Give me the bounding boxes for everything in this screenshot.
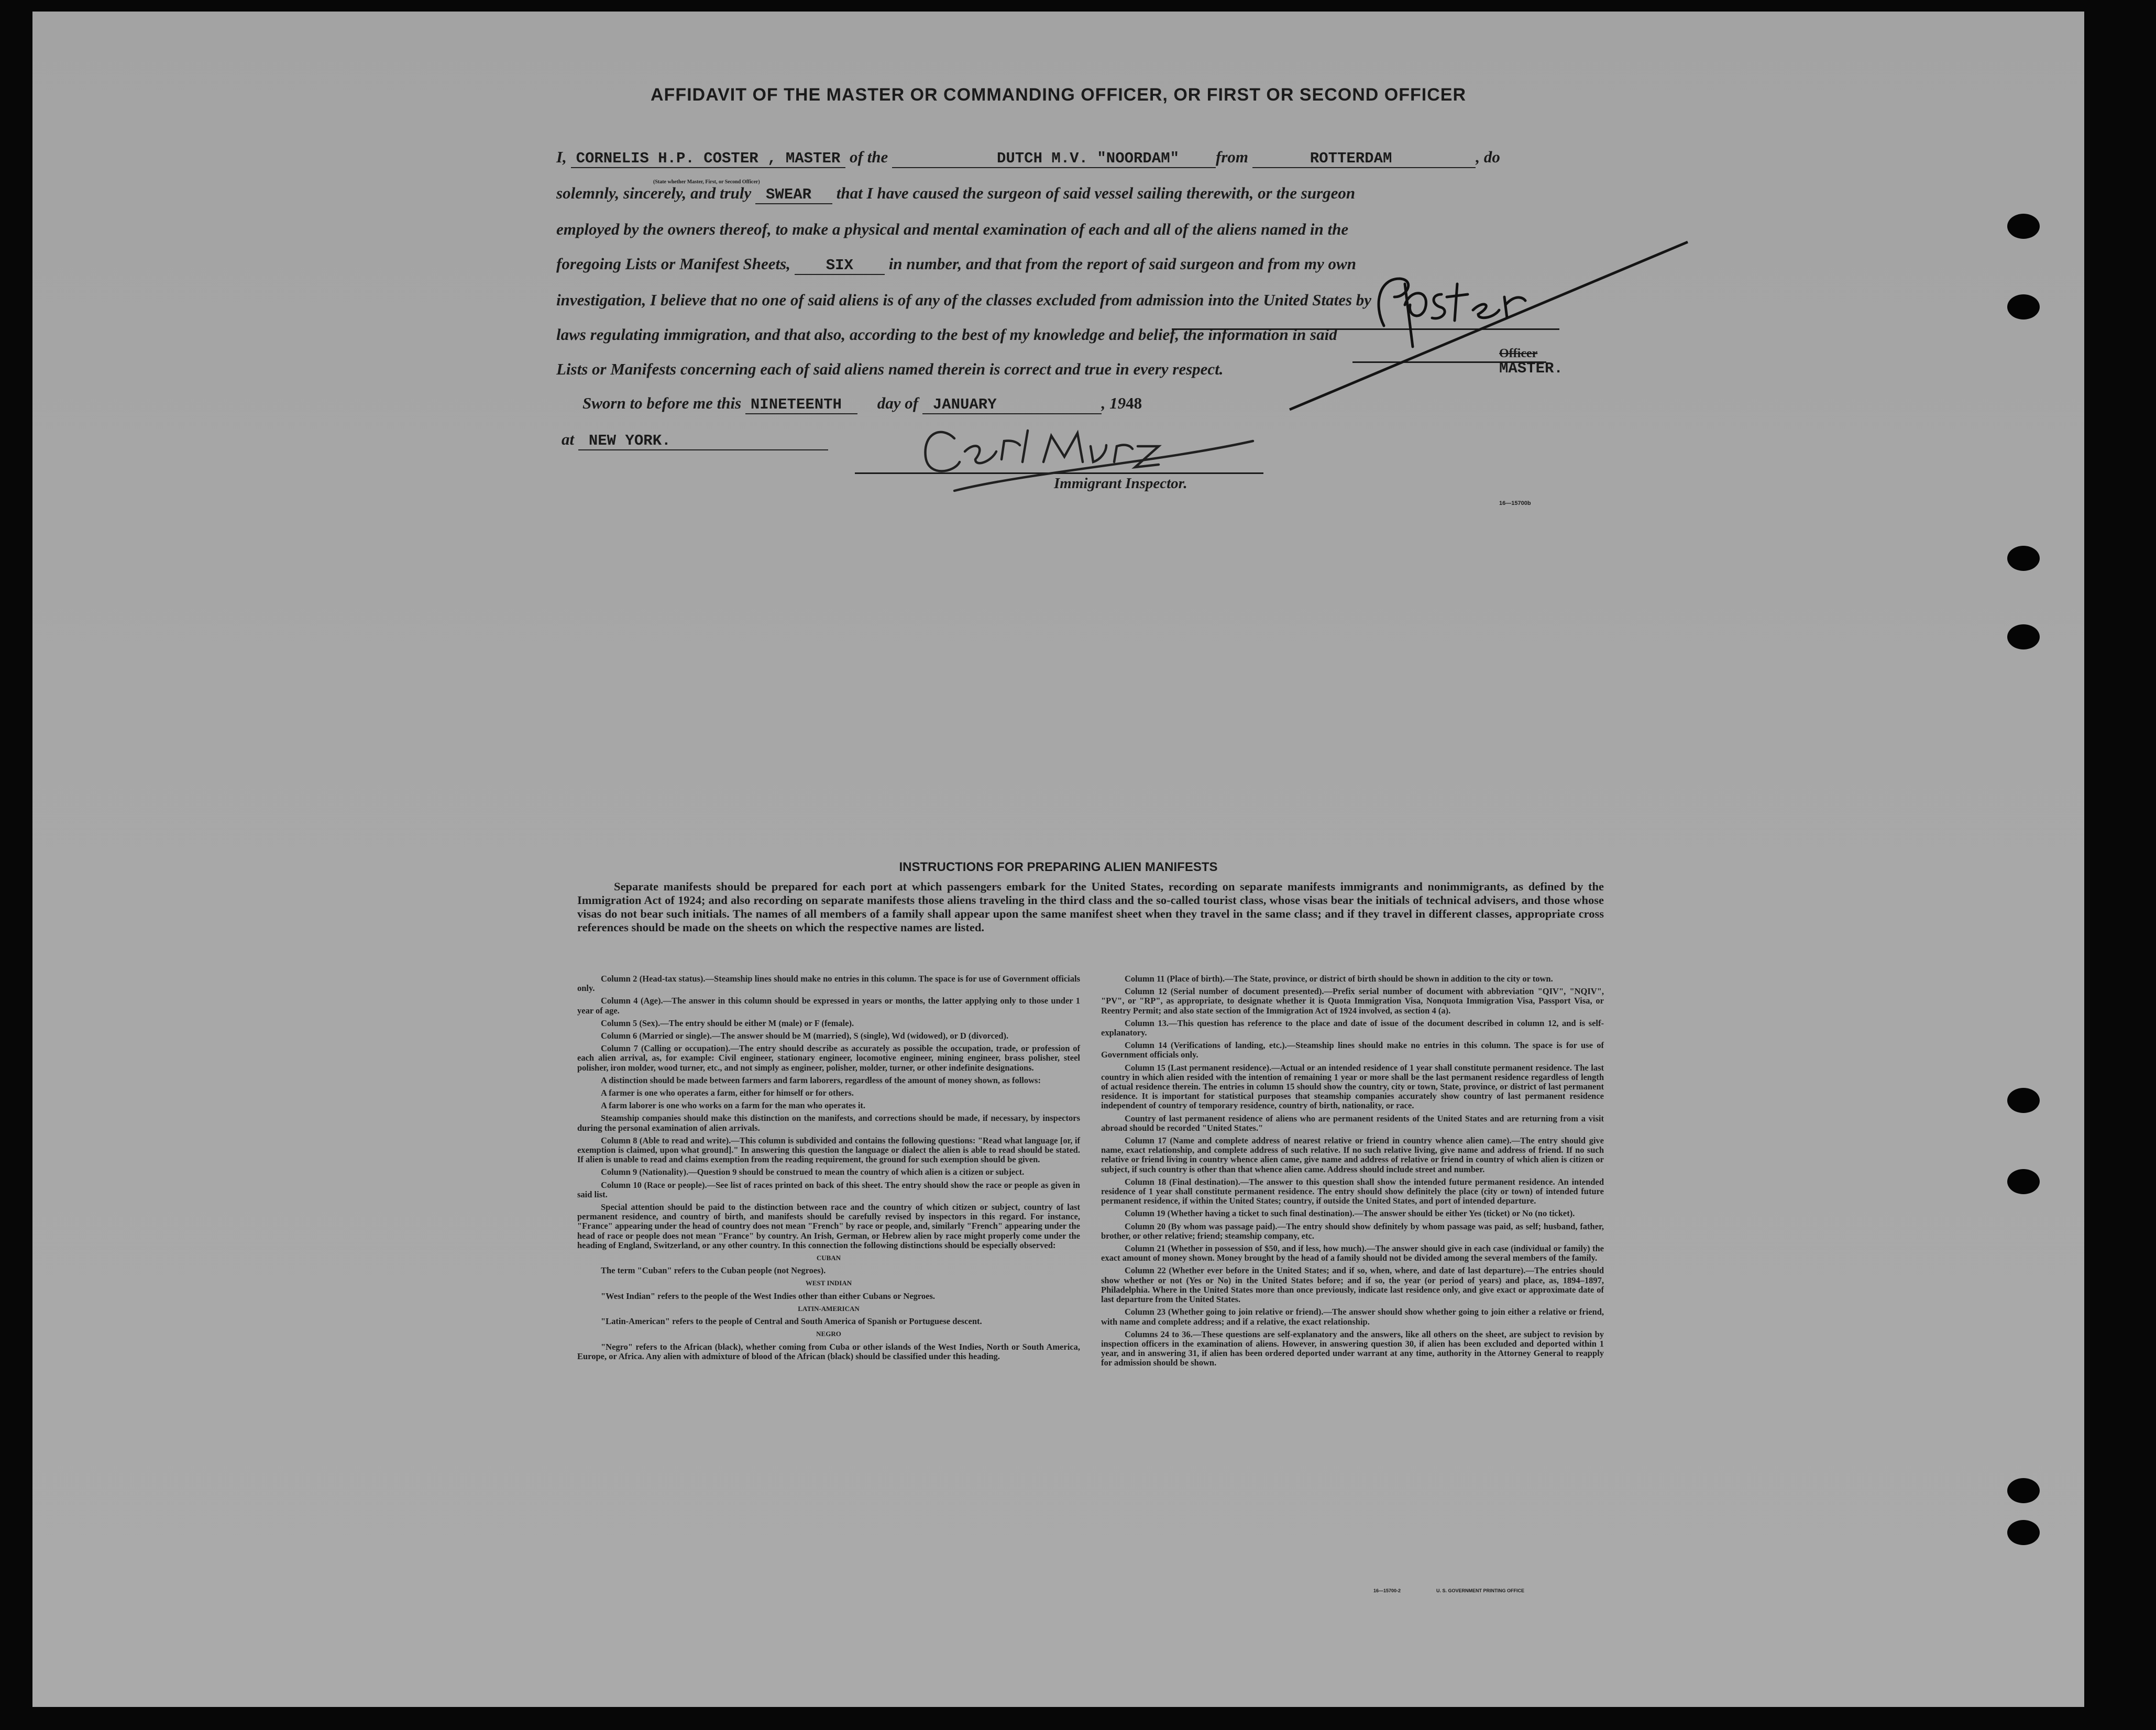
right_column-paragraph: Country of last permanent residence of aliens who are permanent residents of the United States and are returning from a visit abroad should be recorded "United States." — [1101, 1113, 1604, 1133]
left_column-paragraph: Column 10 (Race or people).—See list of races printed on back of this sheet. The entry should show the race or people as given in said list. — [577, 1180, 1080, 1199]
inspector-signature-image — [926, 431, 1253, 491]
left_column-paragraph: Column 8 (Able to read and write).—This column is subdivided and contains the following questions: "Read what language [or, if exemption is claimed, upon what ground]." In answering this question the language or dialect the alien is able to read should be stated. If alien is unable to read and claims exemption from the reading requirement, the ground for such exemption should be given. — [577, 1135, 1080, 1165]
left_column-paragraph: Column 9 (Nationality).—Question 9 should be construed to mean the country of which alien is a citizen or subject. — [601, 1167, 1025, 1177]
sworn-prefix: Sworn to before me this — [582, 394, 742, 412]
rank-note: (State whether Master, First, or Second Officer) — [653, 179, 760, 185]
instructions-title: INSTRUCTIONS FOR PREPARING ALIEN MANIFESTS — [899, 860, 1218, 874]
diagonal-cancel-stroke — [1290, 242, 1688, 410]
right_column-paragraph: Column 22 (Whether ever before in the United States; and if so, when, where, and date of last departure).—The entries should show whether or not (Yes or No) in the United States before; and if so, the year (or period of years) and place, as, 1894–1897, Philadelphia. Where in the United States more than once previously, indicate last residence only, and give exact or approximate date of last departure from the United States. — [1101, 1265, 1604, 1305]
right_column-paragraph: Column 21 (Whether in possession of $50, and if less, how much).—The answer should give in each case (individual or family) the exact amount of money shown. Money brought by the head of a family should not be divided among the several members of the family. — [1101, 1243, 1604, 1263]
line2-b: that I have caused the surgeon of said vessel sailing therewith, or the surgeon — [836, 184, 1356, 202]
right_column-paragraph: Column 18 (Final destination).—The answer to this question shall show the intended future permanent residence. An intended residence of 1 year shall constitute permanent residence. The entry should show definitely the place (city or town) of intended future permanent residence, if within the United States; country, if outside the United States, and port of intended departure. — [1101, 1176, 1604, 1206]
of-the-text: of the — [850, 148, 888, 166]
affidavit-line-6: laws regulating immigration, and that also, according to the best of my knowledge and belief, the information in said — [556, 325, 1337, 344]
form-code: 16—15700b — [1499, 500, 1531, 506]
negro-heading: NEGRO — [816, 1330, 841, 1338]
left_column-paragraph: A distinction should be made between farmers and farm laborers, regardless of the amount of money shown, as follows: — [601, 1075, 1041, 1085]
printing-office: U. S. GOVERNMENT PRINTING OFFICE — [1436, 1588, 1525, 1593]
left-paragraphs — [577, 974, 1080, 1250]
footer-form-code: 16—15700-2 — [1373, 1588, 1401, 1593]
affidavit-line-7: Lists or Manifests concerning each of said aliens named therein is correct and true in every respect. — [556, 360, 1224, 378]
sworn-day: NINETEENTH — [745, 396, 857, 414]
left_column-paragraph: Special attention should be paid to the distinction between race and the country of which citizen or subject, country of last permanent residence, and country of birth, and manifests should be carefully revised by inspectors in this regard. For instance, "France" appearing under the head of country does not mean "French" by race or people, and, similarly "French" appearing under the head of race or people does not mean "France" by country. An Irish, German, or Hebrew alien by race might properly come under the heading of England, Switzerland, or any other country. In this connection the following distinctions should be especially observed: — [577, 1202, 1080, 1250]
left_column-paragraph: Column 7 (Calling or occupation).—The entry should describe as accurately as possible the occupation, trade, or profession of each alien arrival, as, for example: Civil engineer, stationary engineer, locomotive engineer, mining engineer, brass polisher, steel polisher, iron molder, wood turner, etc., and not simply as engineer, polisher, molder, turner, or other indefinite designations. — [577, 1043, 1080, 1073]
latin-american-heading: LATIN-AMERICAN — [798, 1304, 860, 1313]
left_column-paragraph: A farm laborer is one who works on a farm for the man who operates it. — [601, 1100, 866, 1111]
cuban-heading: CUBAN — [816, 1254, 841, 1262]
oath-word: SWEAR — [755, 186, 832, 204]
line2-a: solemnly, sincerely, and truly — [556, 184, 752, 202]
vessel-name: DUTCH M.V. "NOORDAM" — [892, 150, 1216, 168]
left_column-paragraph: Column 6 (Married or single).—The answer should be M (married), S (single), Wd (widowed), or D (divorced). — [601, 1031, 1009, 1041]
inspector-label: Immigrant Inspector. — [1054, 475, 1187, 492]
left_column-paragraph: Column 5 (Sex).—The entry should be either M (male) or F (female). — [601, 1018, 854, 1028]
left_column-paragraph: Column 4 (Age).—The answer in this column should be expressed in years or months, the latter applying only to those under 1 year of age. — [577, 996, 1080, 1016]
west-indian-heading: WEST INDIAN — [805, 1279, 852, 1287]
right_column-paragraph: Column 20 (By whom was passage paid).—The entry should show definitely by whom passage was paid, as self; husband, father, brother, or other relative; friend; steamship company, etc. — [1101, 1221, 1604, 1241]
do-text: , do — [1476, 148, 1500, 166]
instructions-left-column — [577, 974, 1080, 1364]
left_column-paragraph: A farmer is one who operates a farm, either for himself or for others. — [601, 1088, 854, 1098]
right_column-paragraph: Column 15 (Last permanent residence).—Actual or an intended residence of 1 year shall constitute permanent residence. The last country in which alien resided with the intention of remaining 1 year or more shall be the last permanent residence regardless of length of actual residence therein. The entries in column 15 should show the country, city or town, State, province, or district of last permanent residence. It is important for statistical purposes that steamship companies accurately show country of last permanent residence independent of country of temporary residence, country of birth, nationality, or race. — [1101, 1062, 1604, 1111]
instructions-intro: Separate manifests should be prepared for each port at which passengers embark for the United States, recording on separate manifests immigrants and nonimmigrants, as defined by the Immigration Act of 1924; and also recording on separate manifests those aliens traveling in the third class and the so-called tourist class, whose visas bear the initials of technical advisers, and those whose visas do not bear such initials. The names of all members of a family shall appear upon the same manifest sheet when they travel in the same class; and if they travel in different classes, appropriate cross references should be made on the sheets on which the respective names are listed. — [577, 880, 1604, 934]
departure-port: ROTTERDAM — [1252, 150, 1476, 168]
handwriting-overlay — [32, 12, 2084, 1707]
master-signature-image — [1379, 279, 1525, 347]
affidavit-title: AFFIDAVIT OF THE MASTER OR COMMANDING OFFICER, OR FIRST OR SECOND OFFICER — [651, 85, 1466, 105]
manifest-sheet — [32, 12, 2084, 1707]
latin-american-text: "Latin-American" refers to the people of Central and South America of Spanish or Portuguese descent. — [601, 1316, 982, 1327]
right_column-paragraph: Column 11 (Place of birth).—The State, province, or district of birth should be shown in addition to the city or town. — [1125, 974, 1553, 984]
cuban-text: The term "Cuban" refers to the Cuban people (not Negroes). — [601, 1265, 826, 1276]
year-suffix: 48 — [1126, 394, 1142, 412]
sworn-place: NEW YORK. — [578, 432, 828, 450]
line4-a: foregoing Lists or Manifest Sheets, — [556, 255, 790, 273]
right_column-paragraph: Column 12 (Serial number of document presented).—Prefix serial number of document with abbreviation "QIV", "NQIV", "PV", or "RP", as appropriate, to designate whether it is Quota Immigration Visa, Nonquota Immigration Visa, Passport Visa, or Reentry Permit; and also state section of the Immigration Act of 1924 involved, as section 4 (a). — [1101, 986, 1604, 1016]
sheet-count: SIX — [795, 257, 885, 275]
left_column-paragraph: Column 2 (Head-tax status).—Steamship lines should make no entries in this column. The space is for use of Government officials only. — [577, 974, 1080, 994]
officer-name: CORNELIS H.P. COSTER , MASTER — [571, 150, 846, 168]
day-of-text: day of — [877, 394, 919, 412]
negro-text: "Negro" refers to the African (black), whether coming from Cuba or other islands of the West Indies, North or South America, Europe, or Africa. Any alien with admixture of blood of the African (black) should be classified under this heading. — [577, 1341, 1080, 1361]
right_column-paragraph: Column 13.—This question has reference to the place and date of issue of the document described in column 12, and is self-explanatory. — [1101, 1018, 1604, 1038]
right_column-paragraph: Column 17 (Name and complete address of nearest relative or friend in country whence alien came).—The entry should give name, exact relationship, and complete address of such relative. If no such relative living, give name and address of friend. If no such relative or friend living in country whence alien came, give name and address of relative or friend in country of which alien is citizen or subject, if such country is other than that whence alien came. Address should include street and number. — [1101, 1136, 1604, 1174]
west-indian-text: "West Indian" refers to the people of the West Indies other than either Cubans or Negroes. — [601, 1291, 935, 1301]
at-text: at — [562, 430, 575, 448]
right_column-paragraph: Columns 24 to 36.—These questions are self-explanatory and the answers, like all others on the sheet, are subject to revision by inspection officers in the examination of aliens. However, in answering question 30, if alien has been excluded and deported within 1 year, and in answering 31, if alien has been ordered deported under warrant at any time, authority in the Attorney General to reapply for admission should be shown. — [1101, 1329, 1604, 1368]
master-label: MASTER. — [1499, 360, 1563, 377]
line4-b: in number, and that from the report of said surgeon and from my own — [888, 255, 1356, 273]
struck-officer-label: Officer — [1499, 347, 1538, 360]
right_column-paragraph: Column 14 (Verifications of landing, etc.).—Steamship lines should make no entries in this column. The space is for use of Government officials only. — [1101, 1040, 1604, 1060]
pre-name: I, — [556, 148, 567, 166]
right_column-paragraph: Column 19 (Whether having a ticket to such final destination).—The answer should be either Yes (ticket) or No (no ticket). — [1125, 1208, 1575, 1219]
affidavit-line-3: employed by the owners thereof, to make a physical and mental examination of each and all of the aliens named in the — [556, 220, 1349, 238]
year-prefix: , 19 — [1101, 394, 1126, 412]
from-text: from — [1216, 148, 1249, 166]
left_column-paragraph: Steamship companies should make this distinction on the manifests, and corrections should be made, if necessary, by inspectors during the personal examination of alien arrivals. — [577, 1113, 1080, 1133]
affidavit-line-5: investigation, I believe that no one of said aliens is of any of the classes excluded from admission into the United States by — [556, 291, 1372, 309]
right_column-paragraph: Column 23 (Whether going to join relative or friend).—The answer should show whether going to join either a relative or friend, with name and complete address; and if a relative, the exact relationship. — [1101, 1307, 1604, 1327]
sworn-month: JANUARY — [922, 396, 1102, 414]
instructions-right-column — [1101, 974, 1604, 1371]
